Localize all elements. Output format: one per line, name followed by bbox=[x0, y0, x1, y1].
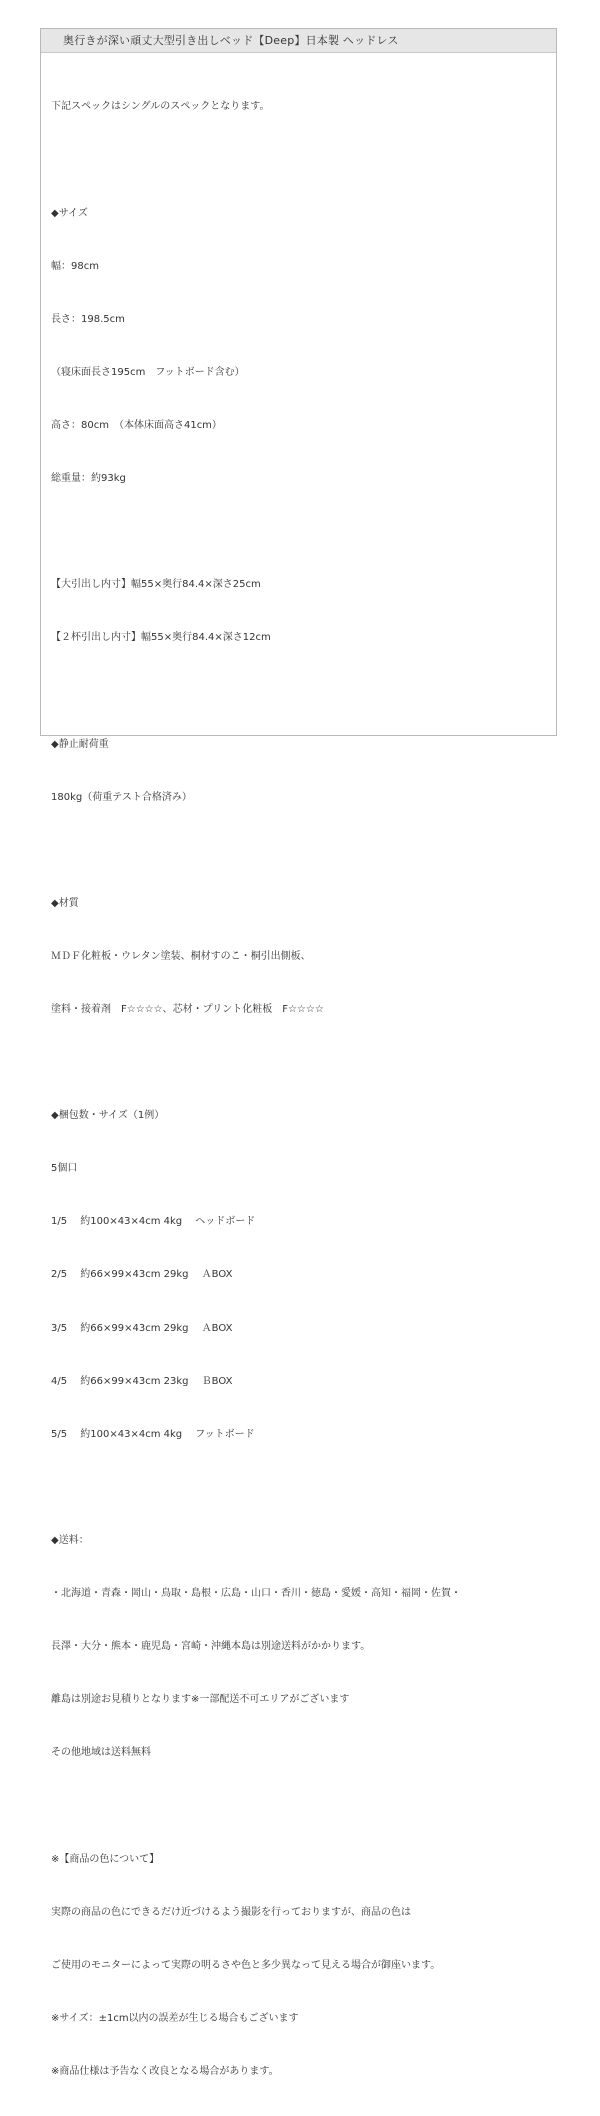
shipping-regions-line-2: 長澤・大分・熊本・鹿児島・宮崎・沖縄本島は別途送料がかかります。 bbox=[51, 1641, 371, 1653]
small-drawer-dimensions: 【２杯引出し内寸】幅55×奥行84.4×深さ12cm bbox=[51, 632, 271, 644]
height-value: 高さ：80cm （本体床面高さ41cm） bbox=[51, 419, 222, 431]
product-title: 奥行きが深い頑丈大型引き出しベッド【Deep】日本製 ヘッドレス bbox=[41, 29, 556, 53]
load-capacity-heading: ◆静止耐荷重 bbox=[51, 738, 109, 750]
color-note-line-1: 実際の商品の色にできるだけ近づけるよう撮影を行っておりますが、商品の色は bbox=[51, 1906, 411, 1918]
length-value: 長さ：198.5cm bbox=[51, 313, 125, 325]
package-item-3: 3/5 約66×99×43cm 29kg ＡBOX bbox=[51, 1322, 233, 1334]
spec-change-note: ※商品仕様は予告なく改良となる場合があります。 bbox=[51, 2065, 279, 2077]
total-weight-value: 総重量：約93kg bbox=[51, 473, 126, 485]
size-heading: ◆サイズ bbox=[51, 207, 88, 219]
package-heading: ◆梱包数・サイズ（1例） bbox=[51, 1110, 165, 1122]
material-heading: ◆材質 bbox=[51, 897, 79, 909]
blank-line bbox=[51, 152, 556, 170]
blank-line bbox=[51, 523, 556, 541]
free-shipping-note: その他地域は送料無料 bbox=[51, 1747, 151, 1759]
package-item-1: 1/5 約100×43×4cm 4kg ヘッドボード bbox=[51, 1216, 256, 1228]
width-value: 幅：98cm bbox=[51, 260, 99, 272]
color-note-heading: ※【商品の色について】 bbox=[51, 1853, 160, 1865]
shipping-regions-line-1: ・北海道・青森・岡山・鳥取・島根・広島・山口・香川・徳島・愛媛・高知・福岡・佐賀・ bbox=[51, 1588, 461, 1600]
blank-line bbox=[51, 1797, 556, 1815]
package-item-2: 2/5 約66×99×43cm 29kg ＡBOX bbox=[51, 1269, 233, 1281]
blank-line bbox=[51, 1479, 556, 1497]
package-item-4: 4/5 約66×99×43cm 23kg ＢBOX bbox=[51, 1375, 233, 1387]
remote-island-note: 離島は別途お見積りとなります※一部配送不可エリアがございます bbox=[51, 1694, 350, 1706]
large-drawer-dimensions: 【大引出し内寸】幅55×奥行84.4×深さ25cm bbox=[51, 579, 261, 591]
shipping-heading: ◆送料： bbox=[51, 1534, 89, 1546]
spec-body bbox=[41, 53, 556, 2116]
intro-note: 下記スペックはシングルのスペックとなります。 bbox=[51, 101, 270, 113]
blank-line bbox=[51, 682, 556, 700]
material-line-1: ＭＤＦ化粧板・ウレタン塗装、桐材すのこ・桐引出側板、 bbox=[51, 950, 311, 962]
size-tolerance-note: ※サイズ：±1cm以内の誤差が生じる場合もございます bbox=[51, 2012, 299, 2024]
package-item-5: 5/5 約100×43×4cm 4kg フットボード bbox=[51, 1428, 255, 1440]
blank-line bbox=[51, 1054, 556, 1072]
blank-line bbox=[51, 842, 556, 860]
package-count: 5個口 bbox=[51, 1163, 78, 1175]
color-note-line-2: ご使用のモニターによって実際の明るさや色と多少異なって見える場合が御座います。 bbox=[51, 1959, 441, 1971]
material-line-2: 塗料・接着剤 F☆☆☆☆、芯材・プリント化粧板 F☆☆☆☆ bbox=[51, 1004, 324, 1015]
spec-box bbox=[40, 28, 557, 2077]
bed-length-note: （寝床面長さ195cm フットボード含む） bbox=[51, 366, 245, 378]
load-capacity-value: 180kg（荷重テスト合格済み） bbox=[51, 791, 192, 803]
